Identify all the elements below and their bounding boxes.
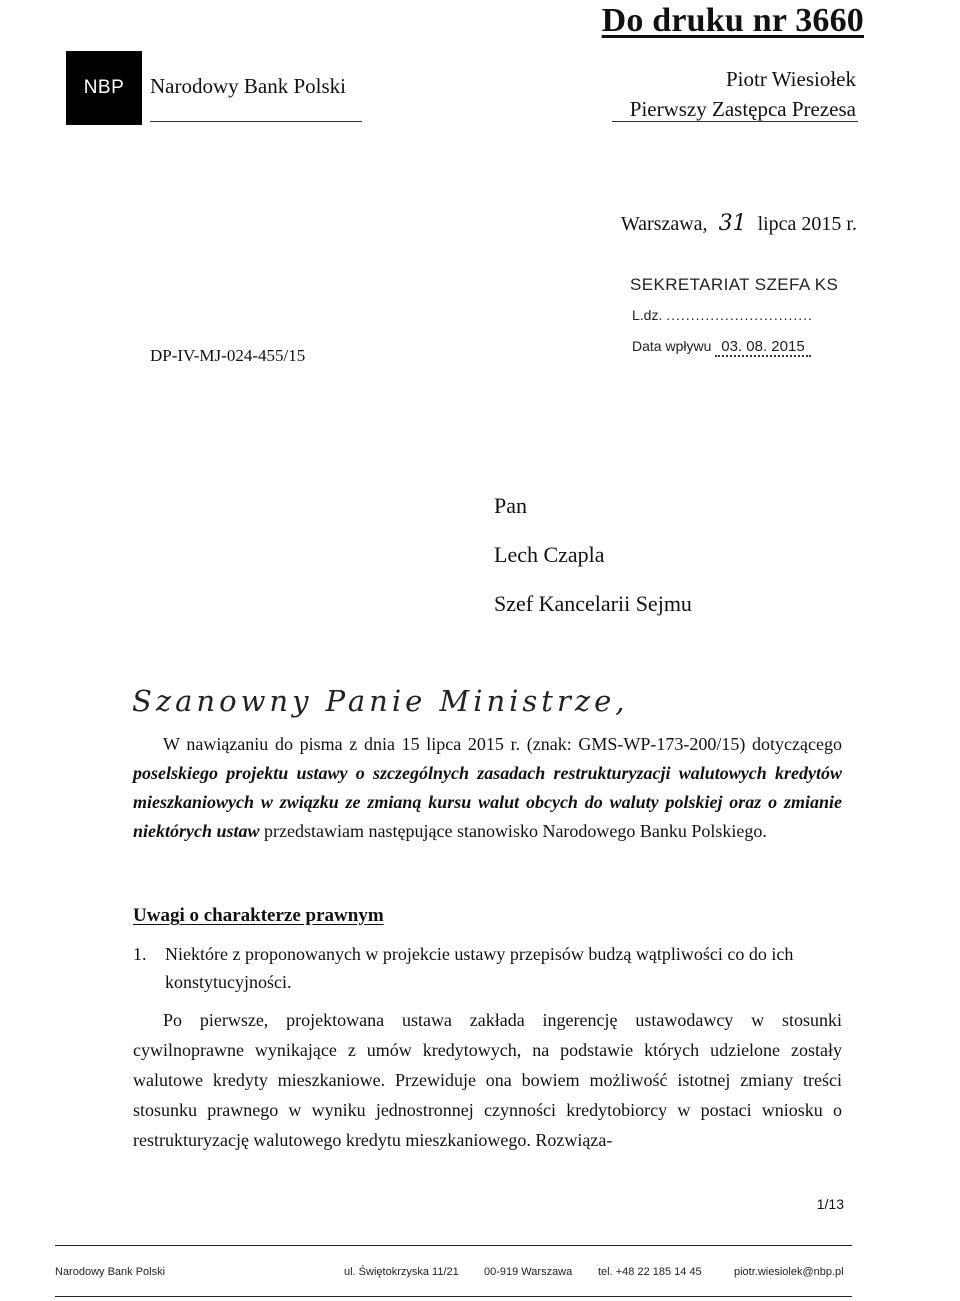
header-rule-left xyxy=(150,121,362,122)
bill-title: poselskiego projektu ustawy o szczególnych zasadach restrukturyzacji walutowych kredytów mieszkaniowych w związku ze zmianą kursu walut obcych do waluty polskiej oraz o zmianie niektórych ustaw xyxy=(133,763,842,841)
stamp-ldz: L.dz. .............................. xyxy=(632,307,813,323)
stamp-ldz-label: L.dz. xyxy=(632,307,663,323)
addressee-block xyxy=(494,481,692,628)
month-year: lipca 2015 r. xyxy=(757,213,857,235)
list-item xyxy=(133,940,842,996)
footer-rule-top xyxy=(55,1245,852,1246)
receipt-stamp-title: SEKRETARIAT SZEFA KS xyxy=(630,275,839,294)
handwritten-day: 31 xyxy=(718,211,747,236)
addressee-line3: Szef Kancelarii Sejmu xyxy=(494,591,692,616)
footer-bank: Narodowy Bank Polski xyxy=(55,1266,166,1278)
stamp-date-value: 03. 08. 2015 xyxy=(715,338,810,357)
handwritten-salutation: Szanowny Panie Ministrze, xyxy=(132,684,629,718)
list-item-text: Niektóre z proponowanych w projekcie ustawy przepisów budzą wątpliwości co do ich konstytucyjności. xyxy=(165,944,794,992)
intro-text-a: W nawiązaniu do pisma z dnia 15 lipca 2015 r. (znak: GMS-WP-173-200/15) dotyczącego xyxy=(163,734,842,754)
stamp-date xyxy=(632,338,811,357)
paragraph-intro xyxy=(133,730,842,846)
nbp-logo: NBP xyxy=(66,51,142,125)
footer-email: piotr.wiesiolek@nbp.pl xyxy=(734,1266,844,1278)
page-number: 1/13 xyxy=(816,1196,844,1212)
section-heading: Uwagi o charakterze prawnym xyxy=(133,905,384,926)
addressee-line1: Pan xyxy=(494,493,527,518)
print-number-heading: Do druku nr 3660 xyxy=(601,2,864,39)
intro-text-b: przedstawiam następujące stanowisko Narodowego Banku Polskiego. xyxy=(264,821,767,841)
sender-block xyxy=(630,64,856,124)
header-rule-right xyxy=(612,121,858,122)
place-date xyxy=(621,211,857,236)
reference-number: DP-IV-MJ-024-455/15 xyxy=(150,346,306,365)
sender-title: Pierwszy Zastępca Prezesa xyxy=(629,97,856,121)
footer-city: 00-919 Warszawa xyxy=(484,1266,573,1278)
sender-name: Piotr Wiesiołek xyxy=(725,67,856,91)
footer-phone: tel. +48 22 185 14 45 xyxy=(598,1266,702,1278)
bank-name: Narodowy Bank Polski xyxy=(150,74,346,98)
footer-rule-bottom xyxy=(55,1296,852,1297)
list-item-number: 1. xyxy=(133,944,147,964)
city: Warszawa, xyxy=(620,213,708,235)
stamp-date-label: Data wpływu xyxy=(632,338,712,354)
footer-street: ul. Świętokrzyska 11/21 xyxy=(344,1266,459,1278)
paragraph-first-argument: Po pierwsze, projektowana ustawa zakłada ingerencję ustawodawcy w stosunki cywilnoprawne wynikające z umów kredytowych, na podstawie których udzielone zostały walutowe kredyty mieszkaniowe. Przewiduje ona bowiem możliwość istotnej zmiany treści stosunku prawnego w wyniku jednostronnej czynności kredytobiorcy w postaci wniosku o restrukturyzację walutowego kredytu mieszkaniowego. Rozwiąza- xyxy=(133,1010,842,1150)
addressee-line2: Lech Czapla xyxy=(494,542,605,567)
